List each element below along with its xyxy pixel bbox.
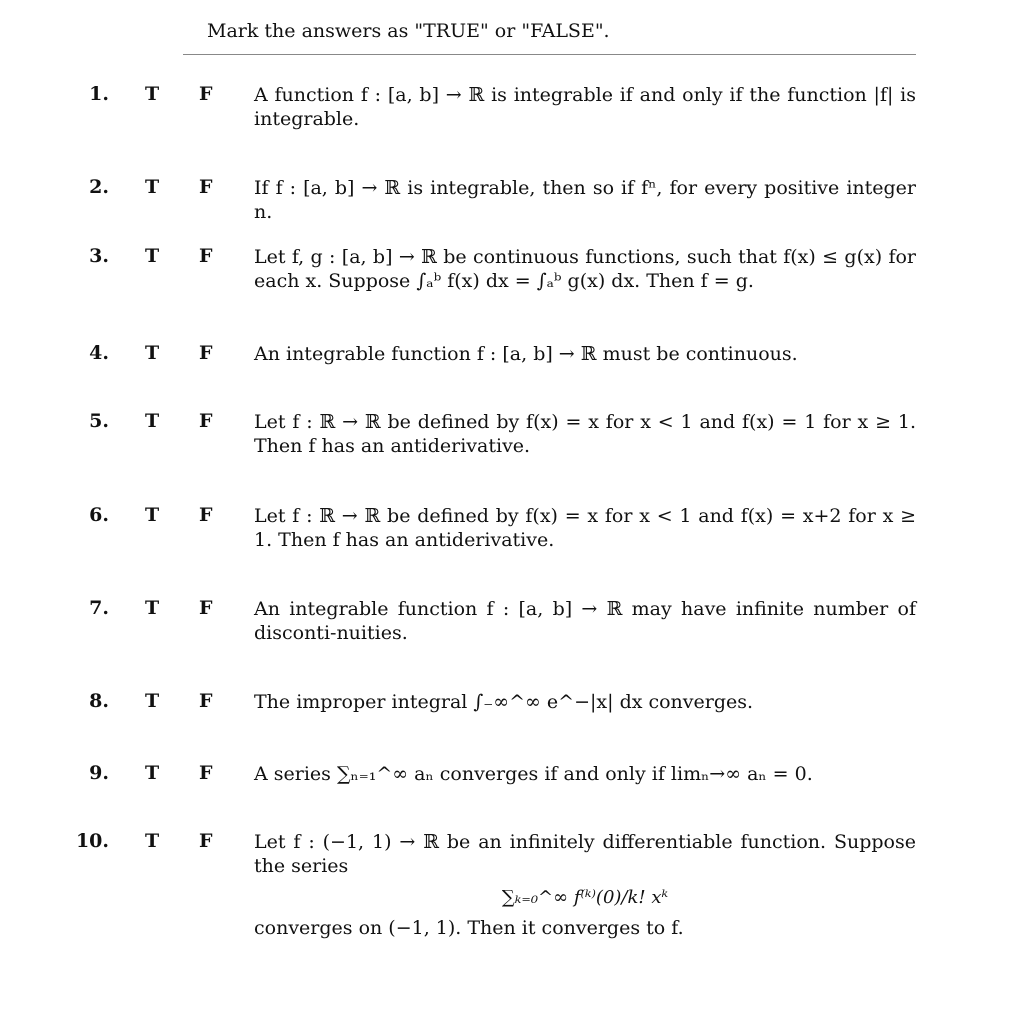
false-option[interactable]: F [199, 245, 213, 267]
instructions: Mark the answers as "TRUE" or "FALSE". [207, 20, 610, 42]
question-text: Let f : ℝ → ℝ be defined by f(x) = x for x < 1 and f(x) = 1 for x ≥ 1. Then f has an antiderivative. [254, 411, 916, 457]
true-option[interactable]: T [145, 830, 160, 852]
false-option[interactable]: F [199, 762, 213, 784]
question-body [254, 830, 916, 940]
question-text-after: converges on (−1, 1). Then it converges to f. [254, 917, 684, 939]
false-option[interactable]: F [199, 504, 213, 526]
question-number: 2. [89, 176, 109, 198]
false-option[interactable]: F [199, 597, 213, 619]
header-divider [183, 54, 916, 55]
question-number: 1. [89, 83, 109, 105]
true-option[interactable]: T [145, 176, 160, 198]
question-number: 8. [89, 690, 109, 712]
true-option[interactable]: T [145, 83, 160, 105]
false-option[interactable]: F [199, 342, 213, 364]
question-number: 3. [89, 245, 109, 267]
question-text: If f : [a, b] → ℝ is integrable, then so if fⁿ, for every positive integer n. [254, 177, 916, 223]
question-text: A function f : [a, b] → ℝ is integrable if and only if the function |f| is integrable. [254, 84, 916, 130]
question-number: 10. [75, 830, 109, 852]
question-number: 9. [89, 762, 109, 784]
question-number: 6. [89, 504, 109, 526]
true-option[interactable]: T [145, 410, 160, 432]
true-option[interactable]: T [145, 690, 160, 712]
true-option[interactable]: T [145, 597, 160, 619]
question-text: Let f, g : [a, b] → ℝ be continuous functions, such that f(x) ≤ g(x) for each x. Suppose ∫ₐᵇ f(x) dx = ∫ₐᵇ g(x) dx. Then f = g. [254, 246, 916, 292]
true-option[interactable]: T [145, 245, 160, 267]
false-option[interactable]: F [199, 410, 213, 432]
true-option[interactable]: T [145, 762, 160, 784]
question-text: Let f : ℝ → ℝ be defined by f(x) = x for x < 1 and f(x) = x+2 for x ≥ 1. Then f has an antiderivative. [254, 505, 916, 551]
question-text: A series ∑ₙ₌₁^∞ aₙ converges if and only if limₙ→∞ aₙ = 0. [254, 763, 813, 785]
false-option[interactable]: F [199, 830, 213, 852]
true-option[interactable]: T [145, 342, 160, 364]
true-option[interactable]: T [145, 504, 160, 526]
false-option[interactable]: F [199, 83, 213, 105]
question-text: Let f : (−1, 1) → ℝ be an infinitely differentiable function. Suppose the series [254, 831, 916, 877]
series-formula: ∑ₖ₌₀^∞ f⁽ᵏ⁾(0)/k! xᵏ [501, 887, 669, 908]
question-number: 4. [89, 342, 109, 364]
question-number: 7. [89, 597, 109, 619]
false-option[interactable]: F [199, 690, 213, 712]
question-text: An integrable function f : [a, b] → ℝ may have infinite number of disconti-nuities. [254, 598, 916, 644]
question-number: 5. [89, 410, 109, 432]
question-text: The improper integral ∫₋∞^∞ e^−|x| dx converges. [254, 691, 754, 713]
false-option[interactable]: F [199, 176, 213, 198]
question-text: An integrable function f : [a, b] → ℝ must be continuous. [254, 343, 798, 365]
